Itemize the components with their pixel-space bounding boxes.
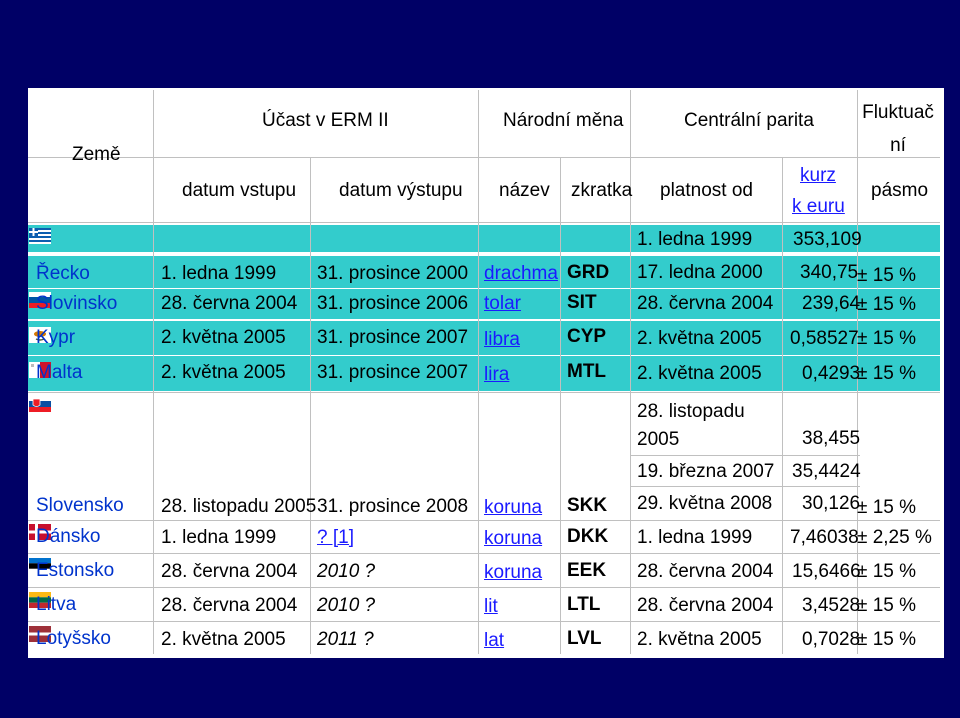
code-cell: SIT <box>567 292 597 313</box>
rate-cell: 3,4528 <box>802 595 861 616</box>
rate-cell: 0,58527 <box>790 328 859 349</box>
country-cell: Slovinsko <box>36 293 118 314</box>
exit-date-link[interactable]: ? [1] <box>317 527 354 548</box>
code-cell: SKK <box>567 495 608 516</box>
currency-link[interactable]: tolar <box>484 293 521 314</box>
valid-from-cell: 17. ledna 2000 <box>637 262 763 283</box>
code-cell: CYP <box>567 326 607 347</box>
country-cell: Lotyšsko <box>36 628 111 649</box>
valid-from-cell: 29. května 2008 <box>637 493 773 514</box>
rate-cell: 38,455 <box>802 428 861 449</box>
exit-date-cell: 31. prosince 2006 <box>317 293 469 314</box>
currency-link[interactable]: koruna <box>484 562 543 583</box>
band-cell: ± 15 % <box>857 629 917 650</box>
grid-line <box>28 621 940 622</box>
band-cell: ± 15 % <box>857 595 917 616</box>
exit-date-cell: 2011 ? <box>317 629 374 650</box>
valid-from-cell: 28. listopadu 2005 <box>637 401 745 450</box>
exit-date-cell: 31. prosince 2007 <box>317 362 469 383</box>
header-centralni-parita: Centrální parita <box>684 110 814 131</box>
greece-flag-icon <box>29 228 51 244</box>
valid-from-cell: 2. května 2005 <box>637 328 762 349</box>
valid-from-cell: 1. ledna 1999 <box>637 229 753 250</box>
entry-date-cell: 28. června 2004 <box>161 561 298 582</box>
band-cell: ± 15 % <box>857 328 917 349</box>
grid-line <box>153 90 154 654</box>
country-cell: Litva <box>36 594 77 615</box>
header-pasmo: pásmo <box>871 180 929 201</box>
band-cell: ± 15 % <box>857 265 917 286</box>
header-nazev: název <box>499 180 550 201</box>
valid-from-cell: 28. června 2004 <box>637 595 774 616</box>
rate-cell: 239,64 <box>802 293 861 314</box>
valid-from-cell: 28. června 2004 <box>637 293 774 314</box>
currency-link[interactable]: drachma <box>484 263 558 284</box>
country-cell: Kypr <box>36 327 76 348</box>
grid-line <box>630 455 860 456</box>
country-cell: Slovensko <box>36 495 124 516</box>
exit-date-cell: 31. prosince 2000 <box>317 263 469 284</box>
valid-from-cell: 1. ledna 1999 <box>637 527 753 548</box>
rate-cell: 30,126 <box>802 493 861 514</box>
entry-date-cell: 2. května 2005 <box>161 629 286 650</box>
header-kurz-link[interactable]: kurz <box>800 165 836 186</box>
entry-date-cell: 2. května 2005 <box>161 362 286 383</box>
entry-date-cell: 28. června 2004 <box>161 293 298 314</box>
country-cell: Dánsko <box>36 526 101 547</box>
rate-cell: 340,75 <box>800 262 859 283</box>
header-fluktuacni: Fluktuační <box>862 102 934 156</box>
header-k-euru-link[interactable]: k euru <box>792 196 845 217</box>
rate-cell: 0,4293 <box>802 363 861 384</box>
grid-line <box>28 222 940 223</box>
header-narodni-mena: Národní měna <box>503 110 624 131</box>
currency-link[interactable]: koruna <box>484 497 543 518</box>
currency-link[interactable]: lit <box>484 596 498 617</box>
grid-line <box>28 392 940 393</box>
band-cell: ± 2,25 % <box>857 527 932 548</box>
slovakia-flag-icon <box>29 396 51 412</box>
grid-line <box>310 158 311 654</box>
grid-line <box>28 587 940 588</box>
exit-date-cell: 2010 ? <box>317 561 376 582</box>
grid-line <box>782 158 783 654</box>
grid-line <box>560 158 561 654</box>
currency-link[interactable]: lira <box>484 364 510 385</box>
rate-cell: 15,6466 <box>792 561 861 582</box>
grid-line <box>28 157 940 158</box>
code-cell: EEK <box>567 560 607 581</box>
code-cell: DKK <box>567 526 609 547</box>
code-cell: MTL <box>567 361 607 382</box>
header-zkratka: zkratka <box>571 180 633 201</box>
currency-link[interactable]: koruna <box>484 528 543 549</box>
grid-line <box>478 90 479 654</box>
entry-date-cell: 1. ledna 1999 <box>161 527 277 548</box>
valid-from-cell: 2. května 2005 <box>637 363 762 384</box>
currency-link[interactable]: lat <box>484 630 505 651</box>
valid-from-cell: 2. května 2005 <box>637 629 762 650</box>
code-cell: LTL <box>567 594 601 615</box>
header-ucast: Účast v ERM II <box>262 110 389 131</box>
currency-link[interactable]: libra <box>484 329 520 350</box>
code-cell: GRD <box>567 262 610 283</box>
grid-line <box>28 520 940 521</box>
entry-date-cell: 28. června 2004 <box>161 595 298 616</box>
header-datum-vystupu: datum výstupu <box>339 180 463 201</box>
rate-cell: 353,109 <box>793 229 862 250</box>
valid-from-cell: 28. června 2004 <box>637 561 774 582</box>
code-cell: LVL <box>567 628 602 649</box>
country-cell: Řecko <box>36 263 90 284</box>
exit-date-cell: 2010 ? <box>317 595 376 616</box>
valid-from-cell: 19. března 2007 <box>637 461 775 482</box>
grid-line <box>630 486 860 487</box>
rate-cell: 0,7028 <box>802 629 861 650</box>
exit-date-cell: 31. prosince 2007 <box>317 327 469 348</box>
country-cell: Estonsko <box>36 560 115 581</box>
rate-cell: 35,4424 <box>792 461 861 482</box>
entry-date-cell: 2. května 2005 <box>161 327 286 348</box>
grid-line <box>28 553 940 554</box>
band-cell: ± 15 % <box>857 294 917 315</box>
exit-date-cell: 31. prosince 2008 <box>317 496 469 517</box>
band-cell: ± 15 % <box>857 561 917 582</box>
header-datum-vstupu: datum vstupu <box>182 180 297 201</box>
entry-date-cell: 1. ledna 1999 <box>161 263 277 284</box>
grid-line <box>630 90 631 654</box>
entry-date-cell: 28. listopadu 2005 <box>161 496 317 517</box>
header-platnost-od: platnost od <box>660 180 753 201</box>
band-cell: ± 15 % <box>857 497 917 518</box>
header-zeme: Země <box>72 144 121 165</box>
band-cell: ± 15 % <box>857 363 917 384</box>
rate-cell: 7,46038 <box>790 527 859 548</box>
country-cell: Malta <box>36 362 83 383</box>
